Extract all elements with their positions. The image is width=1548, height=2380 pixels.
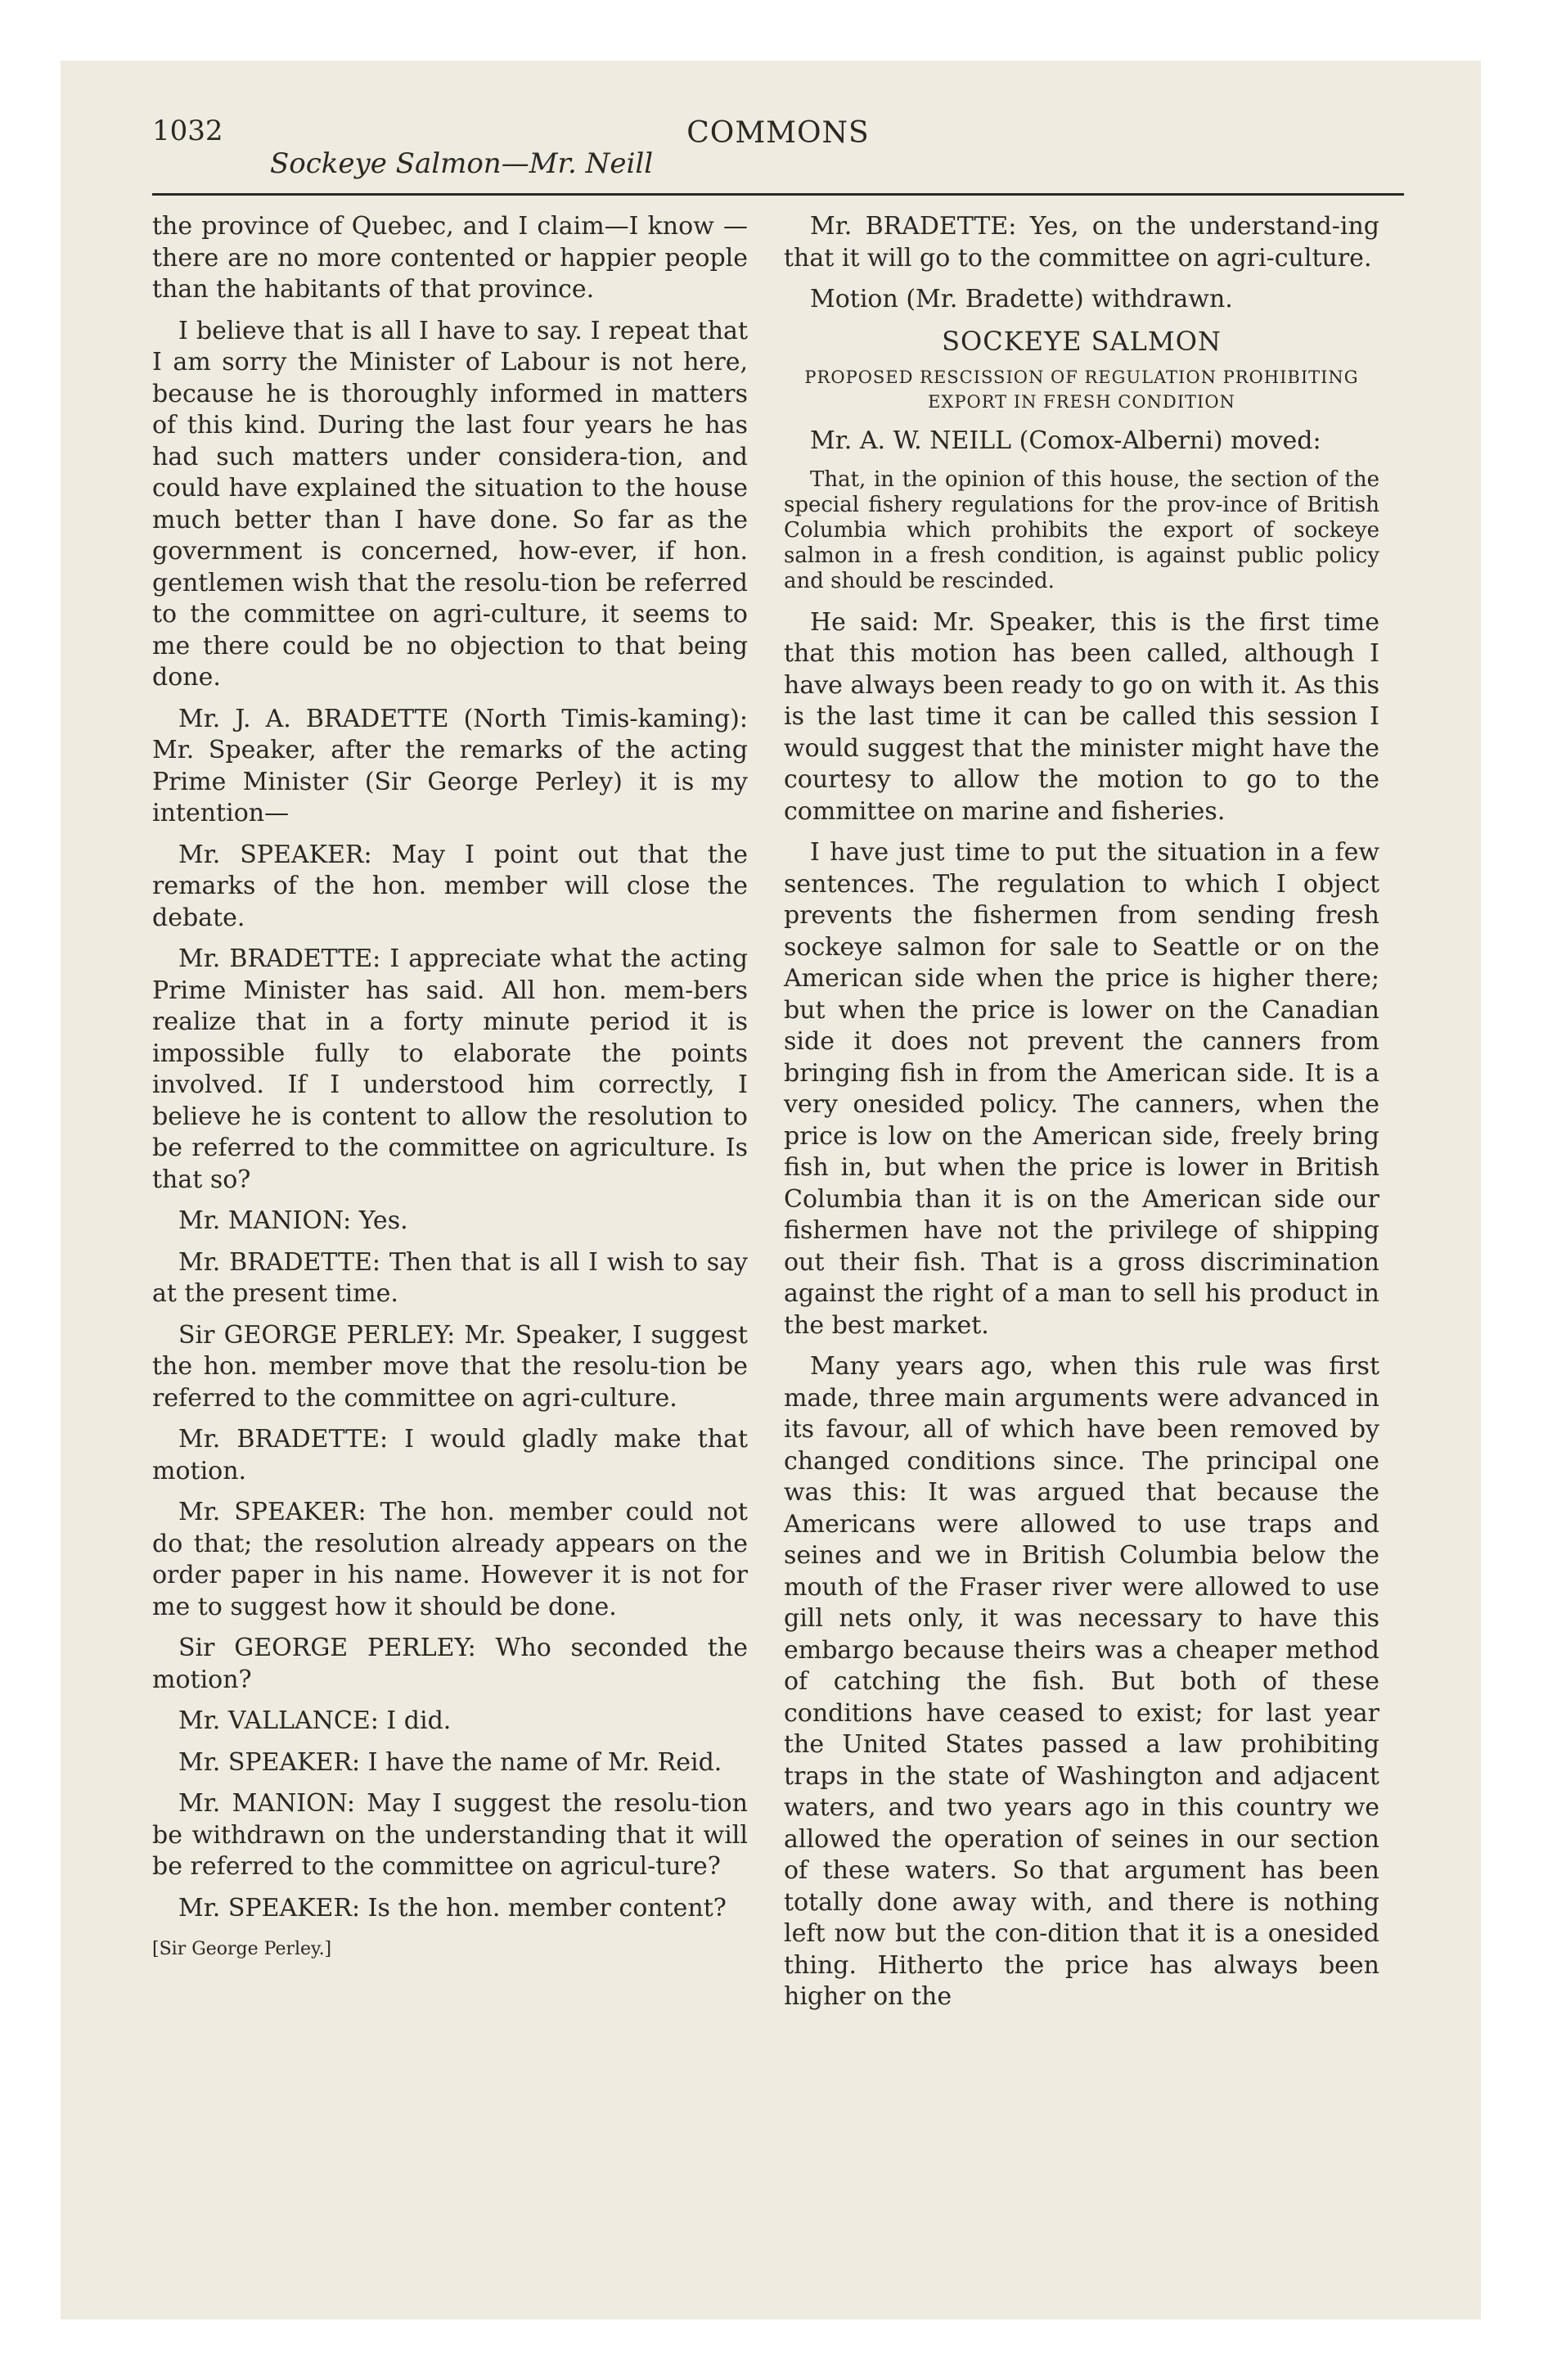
section-subheading: PROPOSED RESCISSION OF REGULATION PROHIBITING EXPORT IN FRESH CONDITION [804, 367, 1359, 412]
paragraph: Sir GEORGE PERLEY: Mr. Speaker, I suggest the hon. member move that the resolu-tion be referred to the committee on agri-culture. [152, 1320, 748, 1413]
running-subtitle: Sockeye Salmon—Mr. Neill [270, 147, 654, 180]
paragraph: Mr. MANION: May I suggest the resolu-tion be withdrawn on the understanding that it will be referred to the committee on agricul-ture? [152, 1789, 748, 1881]
right-column [784, 211, 1379, 2023]
paragraph: I believe that is all I have to say. I repeat that I am sorry the Minister of Labour is not here, because he is thoroughly informed in matters of this kind. During the last four years he has had such matters under considera-tion, and could have explained the situation to the house much better than I have done. So far as the government is concerned, how-ever, if hon. gentlemen wish that the resolu-tion be referred to the committee on agri-culture, it seems to me there could be no objection to that being done. [152, 316, 748, 692]
page-title: COMMONS [686, 116, 870, 150]
hansard-page [152, 106, 1404, 2251]
paragraph: Mr. BRADETTE: I would gladly make that motion. [152, 1425, 748, 1485]
left-column [152, 211, 748, 1976]
page-number: 1032 [152, 115, 223, 147]
paragraph: I have just time to put the situation in a few sentences. The regulation to which I object prevents the fishermen from sending fresh sockeye salmon for sale to Seattle or on the American side when the price is higher there; but when the price is lower on the Canadian side it does not prevent the canners from bringing fish in from the American side. It is a very onesided policy. The canners, when the price is low on the American side, freely bring fish in, but when the price is lower in British Columbia than it is on the American side our fishermen have not the privilege of shipping out their fish. That is a gross discrimination against the right of a man to sell his product in the best market. [784, 838, 1379, 1340]
header-rule [152, 193, 1404, 196]
motion-text: That, in the opinion of this house, the section of the special fishery regulations for the prov-ince of British Columbia which prohibits the export of sockeye salmon in a fresh condition, is against public policy and should be rescinded. [784, 467, 1379, 593]
paragraph: Mr. SPEAKER: Is the hon. member content? [178, 1893, 727, 1922]
paragraph: Mr. SPEAKER: I have the name of Mr. Reid. [178, 1747, 722, 1777]
paragraph: Motion (Mr. Bradette) withdrawn. [810, 285, 1233, 313]
paragraph: Mr. A. W. NEILL (Comox-Alberni) moved: [810, 426, 1321, 455]
speaker-footnote: [Sir George Perley.] [152, 1939, 332, 1959]
paragraph: Sir GEORGE PERLEY: Who seconded the motion? [152, 1634, 748, 1694]
paragraph: Mr. VALLANCE: I did. [178, 1706, 452, 1735]
section-heading: SOCKEYE SALMON [942, 325, 1222, 357]
paragraph: Mr. SPEAKER: The hon. member could not do that; the resolution already appears on the order paper in his name. However it is not for me to suggest how it should be done. [152, 1498, 748, 1621]
paragraph: Mr. BRADETTE: Then that is all I wish to say at the present time. [152, 1247, 748, 1308]
paragraph: He said: Mr. Speaker, this is the first time that this motion has been called, although I have always been ready to go on with it. As this is the last time it can be called this session I would suggest that the minister might have the courtesy to allow the motion to go to the committee on marine and fisheries. [784, 607, 1379, 826]
paragraph: Mr. BRADETTE: I appreciate what the acting Prime Minister has said. All hon. mem-bers realize that in a forty minute period it is impossible fully to elaborate the points involved. If I understood him correctly, I believe he is content to allow the resolution to be referred to the committee on agriculture. Is that so? [152, 944, 748, 1194]
paragraph: Mr. SPEAKER: May I point out that the remarks of the hon. member will close the debate. [152, 840, 748, 932]
paragraph: Mr. BRADETTE: Yes, on the understand-ing that it will go to the committee on agri-culture. [784, 212, 1379, 273]
paragraph: the province of Quebec, and I claim—I know —there are no more contented or happier people than the habitants of that province. [152, 212, 748, 304]
paragraph: Many years ago, when this rule was first made, three main arguments were advanced in its favour, all of which have been removed by changed conditions since. The principal one was this: It was argued that because the Americans were allowed to use traps and seines and we in British Columbia below the mouth of the Fraser river were allowed to use gill nets only, it was necessary to have this embargo because theirs was a cheaper method of catching the fish. But both of these conditions have ceased to exist; for last year the United States passed a law prohibiting traps in the state of Washington and adjacent waters, and two years ago in this country we allowed the operation of seines in our section of these waters. So that argument has been totally done away with, and there is nothing left now but the con-dition that it is a onesided thing. Hitherto the price has always been higher on the [784, 1352, 1379, 2011]
page-header [152, 106, 1404, 188]
paragraph: Mr. J. A. BRADETTE (North Timis-kaming): Mr. Speaker, after the remarks of the acting Prime Minister (Sir George Perley) it is my intention— [152, 704, 748, 827]
paragraph: Mr. MANION: Yes. [178, 1206, 408, 1235]
